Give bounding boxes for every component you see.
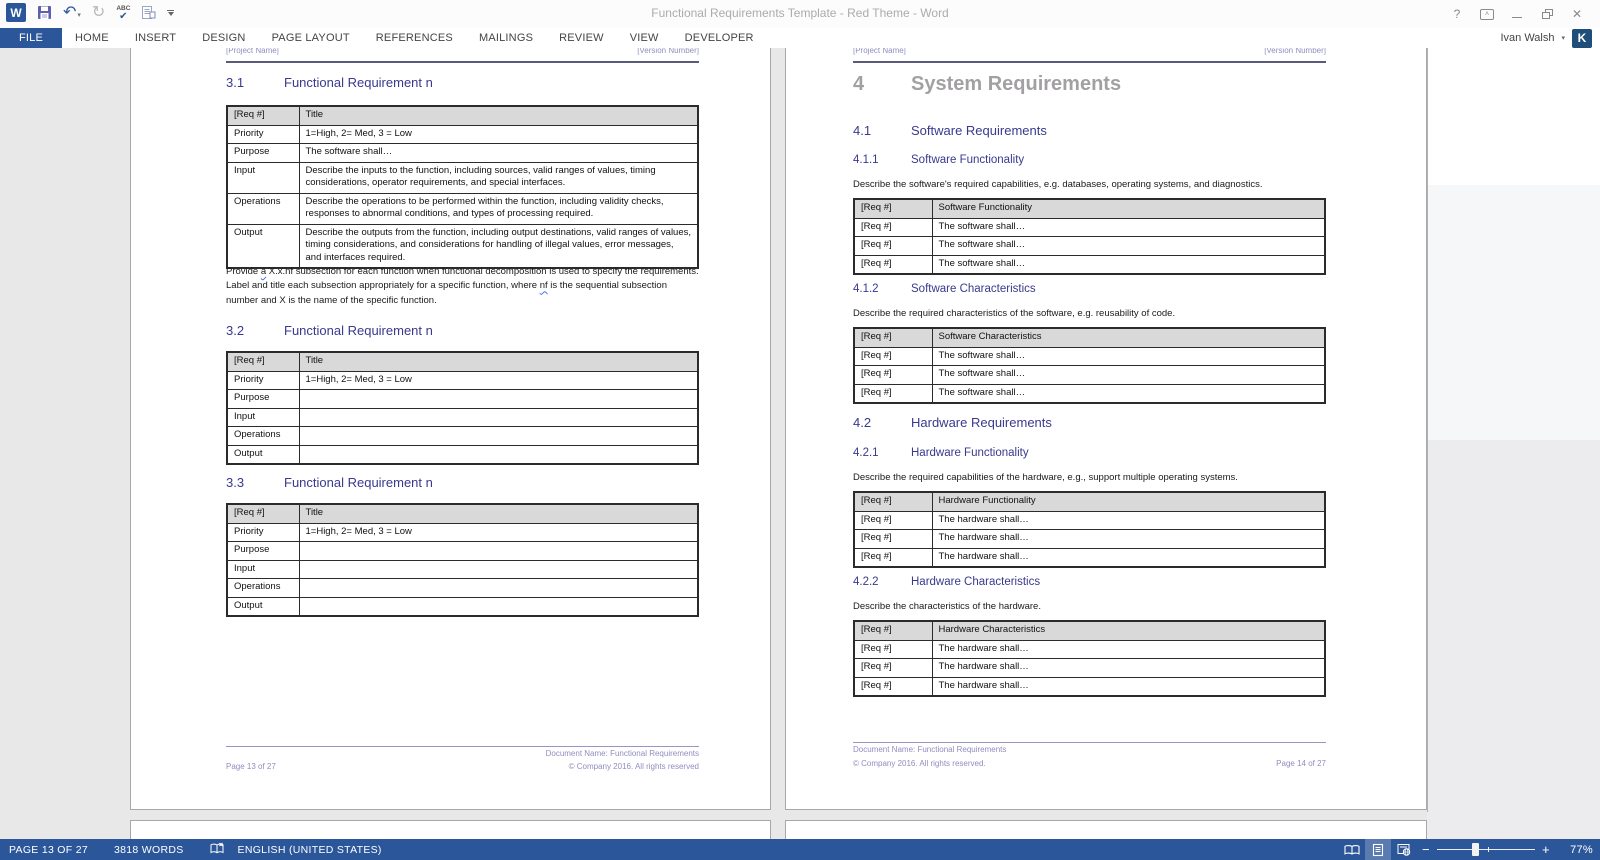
- abc-label: ABC: [116, 4, 131, 12]
- table-cell: The software shall…: [932, 255, 1325, 274]
- table-header-cell: Title: [299, 504, 698, 523]
- table-row: [854, 366, 1325, 385]
- table-header-row: [854, 328, 1325, 347]
- user-account-area[interactable]: [1500, 28, 1592, 48]
- note-text: is the sequential subsection number and X is the name of the specific function.: [226, 280, 667, 306]
- table-cell: The hardware shall…: [932, 659, 1325, 678]
- table-header-cell: [Req #]: [854, 621, 932, 640]
- restore-button[interactable]: [1532, 2, 1562, 26]
- table-cell: 1=High, 2= Med, 3 = Low: [299, 523, 698, 542]
- table-cell: Purpose: [227, 542, 299, 561]
- close-button[interactable]: ✕: [1571, 7, 1583, 21]
- tab-developer[interactable]: DEVELOPER: [684, 32, 754, 44]
- requirement-table-3-3: [226, 503, 699, 617]
- ribbon-display-icon: ˄: [1480, 9, 1494, 20]
- page-14[interactable]: [785, 48, 1427, 810]
- web-layout-icon: [1397, 843, 1411, 856]
- ribbon-tab-row: [0, 28, 1600, 48]
- table-cell: [Req #]: [854, 384, 932, 403]
- tab-mailings[interactable]: MAILINGS: [478, 32, 534, 44]
- table-row: [227, 224, 698, 268]
- user-name: Ivan Walsh: [1500, 32, 1555, 44]
- table-cell: Output: [227, 597, 299, 616]
- tab-review[interactable]: REVIEW: [559, 32, 604, 44]
- heading-4-2-2-number: 4.2.2: [853, 576, 879, 588]
- footer-rule: [853, 742, 1326, 743]
- table-cell: The hardware shall…: [932, 677, 1325, 696]
- heading-4-1-2-number: 4.1.2: [853, 283, 879, 295]
- canvas-edge-divider: [1427, 48, 1428, 812]
- hardware-characteristics-table: [853, 620, 1326, 697]
- tab-references[interactable]: REFERENCES: [375, 32, 453, 44]
- zoom-in-button[interactable]: +: [1542, 842, 1550, 857]
- zoom-slider-thumb[interactable]: [1472, 843, 1479, 856]
- heading-4-2-1-title: Hardware Functionality: [911, 447, 1029, 459]
- table-cell: [299, 597, 698, 616]
- table-cell: [Req #]: [854, 677, 932, 696]
- status-bar: [0, 839, 1600, 860]
- table-header-cell: Hardware Functionality: [932, 492, 1325, 511]
- page-count-indicator[interactable]: PAGE 13 OF 27: [9, 843, 88, 856]
- print-layout-icon: [1372, 843, 1384, 857]
- table-header-cell: Hardware Characteristics: [932, 621, 1325, 640]
- table-cell: [Req #]: [854, 640, 932, 659]
- table-cell: Operations: [227, 427, 299, 446]
- avatar[interactable]: K: [1572, 29, 1592, 48]
- heading-4-1-1-number: 4.1.1: [853, 154, 879, 166]
- table-header-row: [227, 352, 698, 371]
- table-cell: 1=High, 2= Med, 3 = Low: [299, 371, 698, 390]
- note-text: X.x.nf subsection for each function when functional decomposition is used to specify the requirements. Label and title each subsection appropriately for a specific function, where: [226, 266, 699, 292]
- redo-icon[interactable]: ↻: [91, 3, 106, 21]
- table-cell: Purpose: [227, 144, 299, 163]
- heading-4-1-2-title: Software Characteristics: [911, 283, 1036, 295]
- software-functionality-table: [853, 198, 1326, 275]
- document-table: [853, 491, 1326, 568]
- grammar-flagged-word: a: [260, 266, 267, 277]
- right-margin-band-top: [1427, 48, 1600, 185]
- requirement-table-3-1: [226, 105, 699, 269]
- table-cell: Input: [227, 162, 299, 193]
- heading-4-2-number: 4.2: [853, 415, 872, 430]
- footer-page-number: Page 13 of 27: [226, 762, 276, 771]
- help-button[interactable]: ?: [1453, 7, 1461, 21]
- header-rule: [853, 61, 1326, 63]
- heading-4-title: System Requirements: [911, 73, 1122, 95]
- table-cell: [299, 579, 698, 598]
- note-paragraph: [226, 265, 699, 308]
- footer-rule: [226, 746, 699, 747]
- body-4-2-2: Describe the characteristics of the hardware.: [853, 601, 1041, 612]
- table-cell: Operations: [227, 193, 299, 224]
- document-table: [853, 327, 1326, 404]
- document-table: [226, 503, 699, 617]
- table-cell: The hardware shall…: [932, 511, 1325, 530]
- language-indicator[interactable]: ENGLISH (UNITED STATES): [237, 843, 382, 856]
- body-4-2-1: Describe the required capabilities of the hardware, e.g., support multiple operating systems.: [853, 472, 1238, 483]
- tab-design[interactable]: DESIGN: [202, 32, 246, 44]
- table-row: [854, 530, 1325, 549]
- table-row: [227, 125, 698, 144]
- web-layout-button[interactable]: [1391, 839, 1417, 860]
- table-cell: [Req #]: [854, 255, 932, 274]
- table-header-cell: [Req #]: [227, 106, 299, 125]
- table-row: [227, 445, 698, 464]
- page-header-project-name: [Project Name]: [853, 48, 906, 55]
- table-cell: The hardware shall…: [932, 548, 1325, 567]
- zoom-slider[interactable]: [1437, 839, 1535, 860]
- table-cell: The software shall…: [299, 144, 698, 163]
- table-row: [227, 371, 698, 390]
- page-13[interactable]: [130, 48, 771, 810]
- heading-3-3-number: 3.3: [226, 475, 245, 490]
- table-cell: The hardware shall…: [932, 530, 1325, 549]
- page-header-version-number: [Version Number]: [1264, 48, 1326, 55]
- note-text: Provide: [226, 266, 261, 277]
- user-dropdown-icon[interactable]: ▾: [1561, 35, 1565, 42]
- table-cell: Output: [227, 224, 299, 268]
- table-cell: [299, 542, 698, 561]
- document-table: [226, 351, 699, 465]
- minimize-icon: [1512, 17, 1522, 18]
- grammar-flagged-word: nf: [539, 280, 548, 292]
- table-row: [227, 523, 698, 542]
- table-header-row: [227, 504, 698, 523]
- table-cell: The software shall…: [932, 347, 1325, 366]
- footer-copyright: © Company 2016. All rights reserved.: [853, 759, 986, 768]
- restore-icon: [1542, 9, 1553, 19]
- table-row: [227, 162, 698, 193]
- footer-document-name: Document Name: Functional Requirements: [545, 749, 699, 758]
- tab-file[interactable]: FILE: [0, 28, 62, 48]
- table-cell: Input: [227, 408, 299, 427]
- table-cell: Describe the operations to be performed within the function, including validity checks, responses to abnormal conditions, and types of processing required.: [299, 193, 698, 224]
- table-header-cell: Software Characteristics: [932, 328, 1325, 347]
- table-cell: [Req #]: [854, 218, 932, 237]
- page-16-top-edge: [785, 820, 1427, 839]
- word-count-indicator[interactable]: 3818 WORDS: [114, 843, 184, 856]
- undo-dropdown-icon[interactable]: ▾: [77, 11, 81, 19]
- minimize-button[interactable]: [1502, 2, 1532, 26]
- word-logo-icon[interactable]: W: [6, 3, 26, 22]
- heading-3-2-title: Functional Requirement n: [284, 323, 433, 338]
- table-row: [854, 511, 1325, 530]
- body-4-1-2: Describe the required characteristics of the software, e.g. reusability of code.: [853, 308, 1176, 319]
- table-row: [227, 579, 698, 598]
- zoom-out-button[interactable]: −: [1422, 842, 1430, 857]
- table-row: [854, 677, 1325, 696]
- proofing-errors-button[interactable]: [210, 842, 224, 858]
- table-cell: [299, 445, 698, 464]
- print-layout-button[interactable]: [1365, 839, 1391, 860]
- table-header-cell: Title: [299, 106, 698, 125]
- footer-copyright: © Company 2016. All rights reserved: [568, 762, 699, 771]
- hardware-functionality-table: [853, 491, 1326, 568]
- table-row: [227, 408, 698, 427]
- table-row: [227, 390, 698, 409]
- table-row: [227, 144, 698, 163]
- table-header-cell: [Req #]: [227, 352, 299, 371]
- document-table: [853, 198, 1326, 275]
- requirement-table-3-2: [226, 351, 699, 465]
- table-header-cell: [Req #]: [854, 199, 932, 218]
- heading-4-2-2-title: Hardware Characteristics: [911, 576, 1041, 588]
- body-4-1-1: Describe the software's required capabilities, e.g. databases, operating systems, and diagnostics.: [853, 179, 1263, 190]
- checkmark-icon: ✔: [119, 10, 128, 22]
- table-cell: [Req #]: [854, 511, 932, 530]
- ribbon-display-options-button[interactable]: [1472, 2, 1502, 26]
- table-cell: The software shall…: [932, 237, 1325, 256]
- table-cell: [Req #]: [854, 237, 932, 256]
- heading-4-2-1-number: 4.2.1: [853, 447, 879, 459]
- tab-insert[interactable]: INSERT: [134, 32, 177, 44]
- page-15-top-edge: [130, 820, 771, 839]
- table-cell: Describe the inputs to the function, including sources, valid ranges of values, timing considerations, operator requirements, and special interfaces.: [299, 162, 698, 193]
- heading-4-1-number: 4.1: [853, 123, 872, 138]
- tab-view[interactable]: VIEW: [629, 32, 659, 44]
- heading-3-2-number: 3.2: [226, 323, 245, 338]
- table-cell: [Req #]: [854, 530, 932, 549]
- table-row: [854, 640, 1325, 659]
- table-row: [227, 597, 698, 616]
- table-header-row: [227, 106, 698, 125]
- footer-document-name: Document Name: Functional Requirements: [853, 745, 1007, 754]
- table-row: [854, 548, 1325, 567]
- table-row: [854, 237, 1325, 256]
- table-cell: Output: [227, 445, 299, 464]
- table-cell: Input: [227, 560, 299, 579]
- table-header-row: [854, 492, 1325, 511]
- footer-page-number: Page 14 of 27: [1276, 759, 1326, 768]
- table-cell: [Req #]: [854, 366, 932, 385]
- table-header-cell: [Req #]: [854, 328, 932, 347]
- heading-3-1-number: 3.1: [226, 75, 245, 90]
- undo-icon: ↶: [63, 3, 77, 21]
- heading-4-2-title: Hardware Requirements: [911, 415, 1052, 430]
- table-cell: [299, 427, 698, 446]
- document-table: [853, 620, 1326, 697]
- window-title: Functional Requirements Template - Red Theme - Word: [651, 6, 949, 20]
- table-row: [227, 427, 698, 446]
- table-cell: [299, 408, 698, 427]
- table-cell: The software shall…: [932, 218, 1325, 237]
- table-cell: Operations: [227, 579, 299, 598]
- table-row: [227, 193, 698, 224]
- table-header-row: [854, 621, 1325, 640]
- table-cell: [Req #]: [854, 659, 932, 678]
- table-cell: [Req #]: [854, 347, 932, 366]
- table-cell: [Req #]: [854, 548, 932, 567]
- table-cell: Describe the outputs from the function, including output destinations, valid ranges of values, timing considerations, and considerations for handling of illegal values, error messages, and interfaces required.: [299, 224, 698, 268]
- header-rule: [226, 61, 699, 63]
- window-controls: [1442, 0, 1592, 28]
- table-header-cell: Title: [299, 352, 698, 371]
- table-row: [854, 384, 1325, 403]
- document-table: [226, 105, 699, 269]
- table-cell: The software shall…: [932, 384, 1325, 403]
- heading-4-1-title: Software Requirements: [911, 123, 1047, 138]
- table-cell: Priority: [227, 371, 299, 390]
- table-cell: [299, 560, 698, 579]
- table-cell: Priority: [227, 523, 299, 542]
- table-cell: Purpose: [227, 390, 299, 409]
- table-row: [227, 560, 698, 579]
- table-row: [227, 542, 698, 561]
- table-cell: The software shall…: [932, 366, 1325, 385]
- zoom-slider-track: [1437, 849, 1535, 850]
- table-header-cell: [Req #]: [854, 492, 932, 511]
- heading-4-number: 4: [853, 73, 865, 95]
- read-mode-button[interactable]: [1339, 839, 1365, 860]
- software-characteristics-table: [853, 327, 1326, 404]
- read-mode-icon: [1344, 844, 1360, 856]
- table-row: [854, 659, 1325, 678]
- tab-page-layout[interactable]: PAGE LAYOUT: [271, 32, 350, 44]
- heading-3-1-title: Functional Requirement n: [284, 75, 433, 90]
- zoom-slider-notch: [1488, 847, 1489, 852]
- page-header-version-number: [Version Number]: [637, 48, 699, 55]
- heading-3-3-title: Functional Requirement n: [284, 475, 433, 490]
- table-row: [854, 218, 1325, 237]
- table-header-row: [854, 199, 1325, 218]
- tab-home[interactable]: HOME: [75, 32, 109, 44]
- right-margin-band-bottom: [1427, 440, 1600, 839]
- table-header-cell: Software Functionality: [932, 199, 1325, 218]
- table-row: [854, 255, 1325, 274]
- proofing-book-icon: [210, 842, 224, 855]
- table-cell: 1=High, 2= Med, 3 = Low: [299, 125, 698, 144]
- table-row: [854, 347, 1325, 366]
- heading-4-1-1-title: Software Functionality: [911, 154, 1025, 166]
- table-header-cell: [Req #]: [227, 504, 299, 523]
- zoom-percentage[interactable]: 77%: [1570, 843, 1593, 856]
- table-cell: [299, 390, 698, 409]
- table-cell: Priority: [227, 125, 299, 144]
- page-header-project-name: [Project Name]: [226, 48, 279, 55]
- right-margin-band-middle: [1427, 185, 1600, 440]
- table-cell: The hardware shall…: [932, 640, 1325, 659]
- title-bar: [0, 0, 1600, 28]
